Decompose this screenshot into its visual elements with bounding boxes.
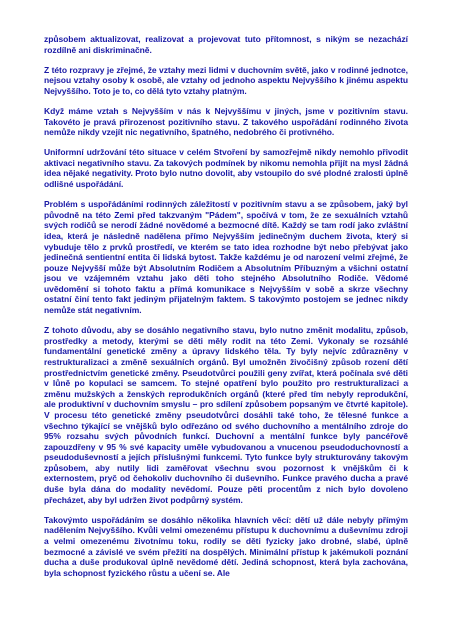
paragraph: způsobem aktualizovat, realizovat a projevovat tuto přítomnost, s nikým se nezachází rozdílně ani diskriminačně. [44,34,408,55]
paragraph: Z tohoto důvodu, aby se dosáhlo negativního stavu, bylo nutno změnit modalitu, způsob, prostředky a metody, kterými se děti měly rodit na této Zemi. Vykonaly se rozsáhlé fundamentální genetické změny a úpravy lidského těla. Ty byly nejvíc zdůrazněny v restrukturalizaci a změně sexuálních orgánů. Byl umožněn živočišný způsob rození dětí prostřednictvím genetické změny. Pseudotvůrci použili geny zvířat, která počínala své děti v lůně po kopulaci se samcem. To stejné opatření bylo použito pro restrukturalizaci a změnu mužských a ženských reprodukčních orgánů (které před tím nebyly reprodukční, ale produktivní v duchovním smyslu – pro sdílení způsobem popsaným ve čtvrté kapitole). V procesu této genetické změny pseudotvůrci dosáhli také toho, že tělesné funkce a všechno týkající se vnějšků bylo odřezáno od svého duchovního a mentálního zdroje do 95% rozsahu svých původních funkcí. Duchovní a mentální funkce byly pancéřově zapouzdřeny v 95 % své kapacity uměle vybudovanou a vnucenou pseudoduchovností a pseudoduševností a jejích příslušnými funkcemi. Tyto funkce byly strukturovány takovým způsobem, aby nutily lidi zaměřovat všechnu svou pozornost k vnějškům či k externostem, pryč od čehokoliv duchovního či duševního. Funkce pravého ducha a pravé duše byla dána do modality nevědomí. Pouze pěti procentům z nich bylo dovoleno přecházet, aby byl udržen život podpůrný systém. [44,325,408,505]
paragraph: Problém s uspořádáními rodinných záležitostí v pozitivním stavu a se způsobem, jaký byl původně na této Zemi před takzvaným "Pádem", spočívá v tom, že ze sexuálních vztahů svých rodičů se nerodí žádné novědomé a bezmocné dítě. Každý se tam rodí jako zvláštní idea, která je následně nadělena přímo Nejvyšším jedinečným duchem života, který si vybuduje tělo z prvků prostředí, ve kterém se tato idea rozhodne být nebo přebývat jako jedinečná sentientní entita či lidská bytost. Takže každému je od narození velmi zřejmé, že pouze Nejvyšší může být Absolutním Rodičem a Absolutním Příbuzným a všichni ostatní jsou ve vzájemném vztahu jako děti toho stejného Absolutního Rodiče. Vědomé uvědomění si tohoto faktu a přímá komunikace s Nejvyšším v sobě a skrze všechny ostatní činí tento fakt jediným přijatelným faktem. S takovýmto postojem se jednec nikdy nemůže stát negativním. [44,199,408,316]
document-page [44,34,408,588]
paragraph: Z této rozpravy je zřejmé, že vztahy mezi lidmi v duchovním světě, jako v rodinné jednotce, nejsou vztahy osoby k osobě, ale vztahy od jednoho aspektu Nejvyššího k jinému aspektu Nejvyššího. Toto je to, co dělá tyto vztahy platným. [44,64,408,96]
paragraph: Takovýmto uspořádáním se dosáhlo několika hlavních věcí: dětí už dále nebyly přímým nadělením Nejvyššího. Kvůli velmi omezenému přístupu k duchovnímu a duševnímu zdroji a velmi omezenému životnímu toku, rodily se děti fyzicky jako drobné, slabé, úplně bezmocné a závislé ve svém přežití na dospělých. Minimální přístup k jakémukoli poznání ducha a duše produkoval úplně nevědomé dětí. Jediná schopnost, která byla zachována, byla schopnost fyzického růstu a učení se. Ale [44,514,408,578]
paragraph: Když máme vztah s Nejvyšším v nás k Nejvyššímu v jiných, jsme v pozitivním stavu. Takovéto je pravá přirozenost pozitivního stavu. Z takového uspořádání rodinného života nemůže nikdy vzejít nic negativního, špatného, nedobrého či protivného. [44,105,408,138]
paragraph: Uniformní udržování této situace v celém Stvoření by samozřejmě nikdy nemohlo přivodit aktivaci negativního stavu. Za takových podmínek by nikomu nemohla přijít na mysl žádná idea nějaké negativity. Proto bylo nutno dovolit, aby vstoupilo do své plodné zralosti úplně odlišné uspořádání. [44,147,408,190]
